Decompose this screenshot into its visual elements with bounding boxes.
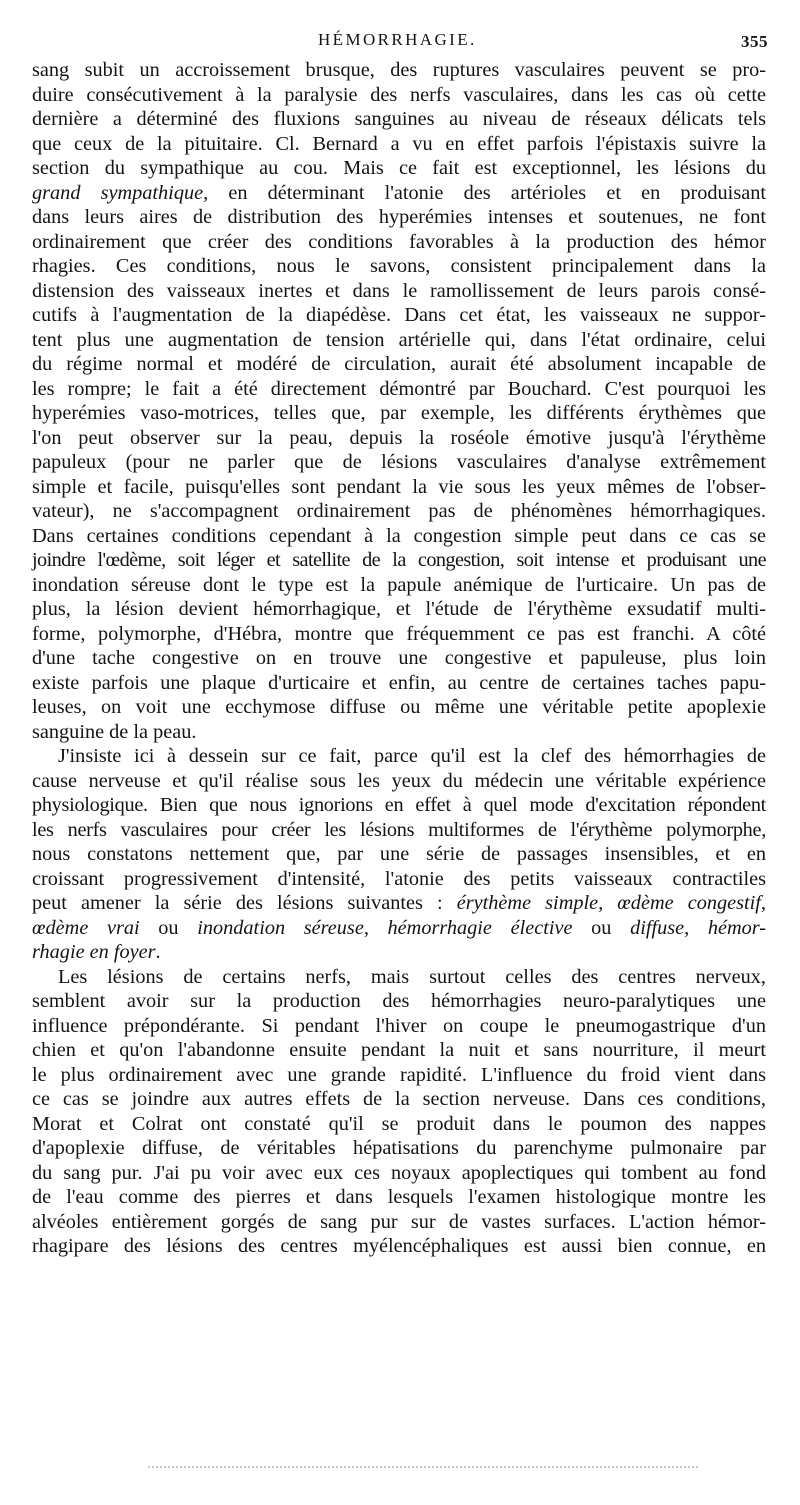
text-line: leuses, on voit une ecchymose diffuse ou même une véritable petite apoplexie xyxy=(32,696,766,718)
text-line: existe parfois une plaque d'urticaire et enfin, au centre de certaines taches papu- xyxy=(32,671,766,694)
text-line: rhagies. Ces conditions, nous le savons, consistent principalement dans la xyxy=(32,255,766,277)
text-line: ordinairement que créer des conditions favorables à la production des hémor xyxy=(32,230,766,253)
text-line: duire consécutivement à la paralysie des nerfs vasculaires, dans les cas où cette xyxy=(32,83,766,106)
text-line: que ceux de la pituitaire. Cl. Bernard a vu en effet parfois l'épistaxis suivre la xyxy=(32,132,766,155)
text-line: du sang pur. J'ai pu voir avec eux ces noyaux apoplectiques qui tombent au fond xyxy=(32,1161,766,1184)
text-line: œdème vrai ou inondation séreuse, hémorrhagie élective ou diffuse, hémor- xyxy=(32,916,767,939)
text-line: Les lésions de certains nerfs, mais surtout celles des centres nerveux, xyxy=(58,965,766,988)
text-line: papuleux (pour ne parler que de lésions vasculaires d'analyse extrêmement xyxy=(32,451,766,473)
text-line: J'insiste ici à dessein sur ce fait, parce qu'il est la clef des hémorrhagies de xyxy=(58,745,766,767)
text-line: du régime normal et modéré de circulation, aurait été absolument incapable de xyxy=(32,353,766,375)
paragraph-2 xyxy=(32,744,766,965)
text-line: peut amener la série des lésions suivantes : érythème simple, œdème congestif, xyxy=(32,892,766,914)
running-title: HÉMORRHAGIE. xyxy=(318,30,477,49)
paragraph-3 xyxy=(32,965,766,1259)
text-line: cutifs à l'augmentation de la diapédèse. Dans cet état, les vaisseaux ne suppor- xyxy=(32,304,766,326)
text-line: grand sympathique, en déterminant l'atonie des artérioles et en produisant xyxy=(32,181,766,204)
text-line: cause nerveuse et qu'il réalise sous les yeux du médecin une véritable expérience xyxy=(32,769,766,792)
text-line: influence prépondérante. Si pendant l'hiver on coupe le pneumogastrique d'un xyxy=(32,1014,766,1037)
text-line: plus, la lésion devient hémorrhagique, et l'étude de l'érythème exsudatif multi- xyxy=(32,598,766,620)
text-line: nous constatons nettement que, par une série de passages insensibles, et en xyxy=(32,843,766,865)
paragraph-1 xyxy=(32,58,766,744)
text-line: alvéoles entièrement gorgés de sang pur sur de vastes surfaces. L'action hémor- xyxy=(32,1210,766,1233)
text-line: sanguine de la peau. xyxy=(32,720,197,743)
body-text xyxy=(32,58,766,1259)
text-line: physiologique. Bien que nous ignorions en effet à quel mode d'excitation répondent xyxy=(32,794,766,816)
text-line: dernière a déterminé des fluxions sanguines au niveau de réseaux délicats tels xyxy=(32,108,766,130)
text-line: chien et qu'on l'abandonne ensuite pendant la nuit et sans nourriture, il meurt xyxy=(32,1039,766,1061)
text-line: sang subit un accroissement brusque, des ruptures vasculaires peuvent se pro- xyxy=(32,59,766,81)
page-number: 355 xyxy=(741,32,768,51)
text-line: d'apoplexie diffuse, de véritables hépatisations du parenchyme pulmonaire par xyxy=(32,1137,766,1159)
text-line: distension des vaisseaux inertes et dans le ramollissement de leurs parois consé- xyxy=(32,279,766,302)
text-line: de l'eau comme des pierres et dans lesquels l'examen histologique montre les xyxy=(32,1186,766,1208)
text-line: inondation séreuse dont le type est la papule anémique de l'urticaire. Un pas de xyxy=(32,573,766,596)
text-line: section du sympathique au cou. Mais ce fait est exceptionnel, les lésions du xyxy=(32,157,766,179)
text-line: les rompre; le fait a été directement démontré par Bouchard. C'est pourquoi les xyxy=(32,377,766,400)
text-line: tent plus une augmentation de tension artérielle qui, dans l'état ordinaire, celui xyxy=(32,328,766,351)
footer-divider xyxy=(148,1466,698,1468)
text-line: dans leurs aires de distribution des hyperémies intenses et soutenues, ne font xyxy=(32,206,766,228)
text-line: croissant progressivement d'intensité, l'atonie des petits vaisseaux contractiles xyxy=(32,867,766,890)
text-line: semblent avoir sur la production des hémorrhagies neuro-paralytiques une xyxy=(32,990,766,1012)
text-line: forme, polymorphe, d'Hébra, montre que fréquemment ce pas est franchi. A côté xyxy=(32,622,766,645)
text-line: l'on peut observer sur la peau, depuis la roséole émotive jusqu'à l'érythème xyxy=(32,426,766,449)
text-line: Morat et Colrat ont constaté qu'il se produit dans le poumon des nappes xyxy=(32,1112,766,1135)
text-line: joindre l'œdème, soit léger et satellite de la congestion, soit intense et produisant une xyxy=(32,549,766,571)
text-line: hyperémies vaso-motrices, telles que, par exemple, les différents érythèmes que xyxy=(32,402,766,424)
text-line: Dans certaines conditions cependant à la congestion simple peut dans ce cas se xyxy=(32,524,766,547)
text-line: d'une tache congestive on en trouve une congestive et papuleuse, plus loin xyxy=(32,647,766,669)
text-line: les nerfs vasculaires pour créer les lésions multiformes de l'érythème polymorphe, xyxy=(32,818,766,841)
text-line: simple et facile, puisqu'elles sont pendant la vie sous les yeux mêmes de l'obser- xyxy=(32,475,766,498)
text-line: rhagipare des lésions des centres myélencéphaliques est aussi bien connue, en xyxy=(32,1235,766,1257)
text-line: ce cas se joindre aux autres effets de la section nerveuse. Dans ces conditions, xyxy=(32,1088,766,1110)
text-line: vateur), ne s'accompagnent ordinairement pas de phénomènes hémorrhagiques. xyxy=(32,500,766,522)
running-head xyxy=(0,30,800,58)
text-line: le plus ordinairement avec une grande rapidité. L'influence du froid vient dans xyxy=(32,1063,766,1086)
text-line: rhagie en foyer. xyxy=(32,941,161,963)
